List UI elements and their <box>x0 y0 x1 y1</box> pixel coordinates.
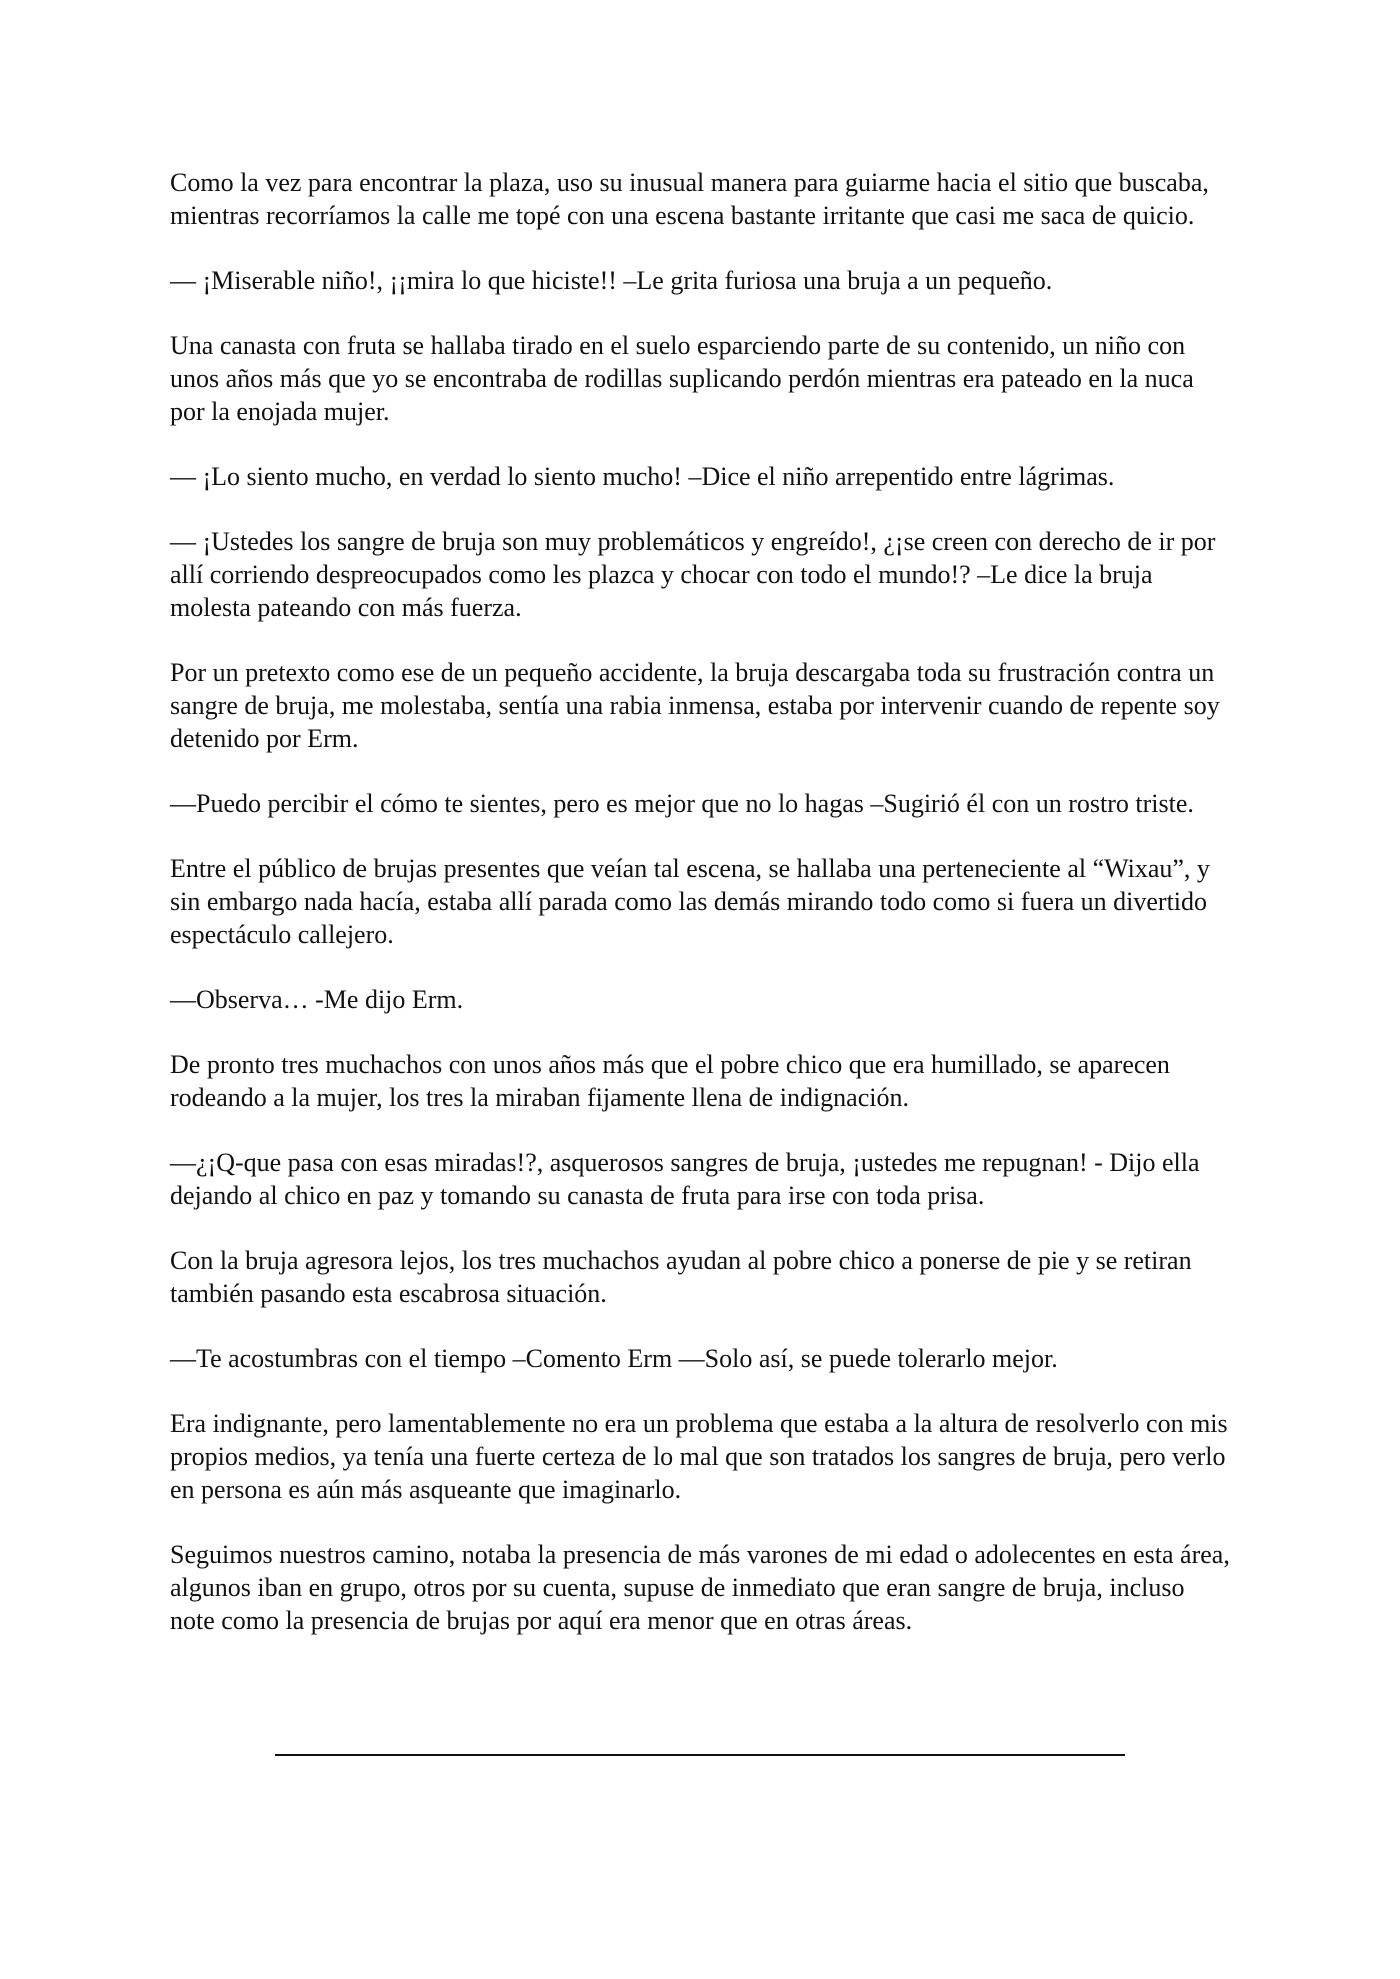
dialogue-line: —Observa… -Me dijo Erm. <box>170 985 464 1014</box>
paragraph: Con la bruja agresora lejos, los tres muchachos ayudan al pobre chico a ponerse de pie y se retiran también pasando esta escabrosa situación. <box>170 1246 1192 1308</box>
dialogue-line: — ¡Miserable niño!, ¡¡mira lo que hiciste!! –Le grita furiosa una bruja a un pequeño. <box>170 266 1053 295</box>
dialogue-line: —Te acostumbras con el tiempo –Comento Erm —Solo así, se puede tolerarlo mejor. <box>170 1344 1058 1373</box>
document-body <box>170 166 1230 1669</box>
dialogue-line: — ¡Ustedes los sangre de bruja son muy problemáticos y engreído!, ¿¡se creen con derecho de ir por allí corriendo despreocupados como les plazca y chocar con todo el mundo!? –Le dice la bruja molesta pateando con más fuerza. <box>170 527 1216 622</box>
dialogue-line: —¿¡Q-que pasa con esas miradas!?, asquerosos sangres de bruja, ¡ustedes me repugnan! - Dijo ella dejando al chico en paz y tomando su canasta de fruta para irse con toda prisa. <box>170 1148 1200 1210</box>
dialogue-line: —Puedo percibir el cómo te sientes, pero es mejor que no lo hagas –Sugirió él con un rostro triste. <box>170 789 1194 818</box>
section-divider <box>275 1754 1125 1756</box>
paragraph: Por un pretexto como ese de un pequeño accidente, la bruja descargaba toda su frustración contra un sangre de bruja, me molestaba, sentía una rabia inmensa, estaba por intervenir cuando de repente soy detenido por Erm. <box>170 658 1220 753</box>
dialogue-line: — ¡Lo siento mucho, en verdad lo siento mucho! –Dice el niño arrepentido entre lágrimas. <box>170 462 1115 491</box>
paragraph: Entre el público de brujas presentes que veían tal escena, se hallaba una perteneciente al “Wixau”, y sin embargo nada hacía, estaba allí parada como las demás mirando todo como si fuera un divertido espectáculo callejero. <box>170 854 1210 949</box>
paragraph: Era indignante, pero lamentablemente no era un problema que estaba a la altura de resolverlo con mis propios medios, ya tenía una fuerte certeza de lo mal que son tratados los sangres de bruja, pero verlo en persona es aún más asqueante que imaginarlo. <box>170 1409 1228 1504</box>
paragraph: Seguimos nuestros camino, notaba la presencia de más varones de mi edad o adolecentes en esta área, algunos iban en grupo, otros por su cuenta, supuse de inmediato que eran sangre de bruja, incluso note como la presencia de brujas por aquí era menor que en otras áreas. <box>170 1540 1230 1635</box>
paragraph: Como la vez para encontrar la plaza, uso su inusual manera para guiarme hacia el sitio que buscaba, mientras recorríamos la calle me topé con una escena bastante irritante que casi me saca de quicio. <box>170 168 1209 230</box>
paragraph: De pronto tres muchachos con unos años más que el pobre chico que era humillado, se aparecen rodeando a la mujer, los tres la miraban fijamente llena de indignación. <box>170 1050 1170 1112</box>
paragraph: Una canasta con fruta se hallaba tirado en el suelo esparciendo parte de su contenido, un niño con unos años más que yo se encontraba de rodillas suplicando perdón mientras era pateado en la nuca por la enojada mujer. <box>170 331 1194 426</box>
